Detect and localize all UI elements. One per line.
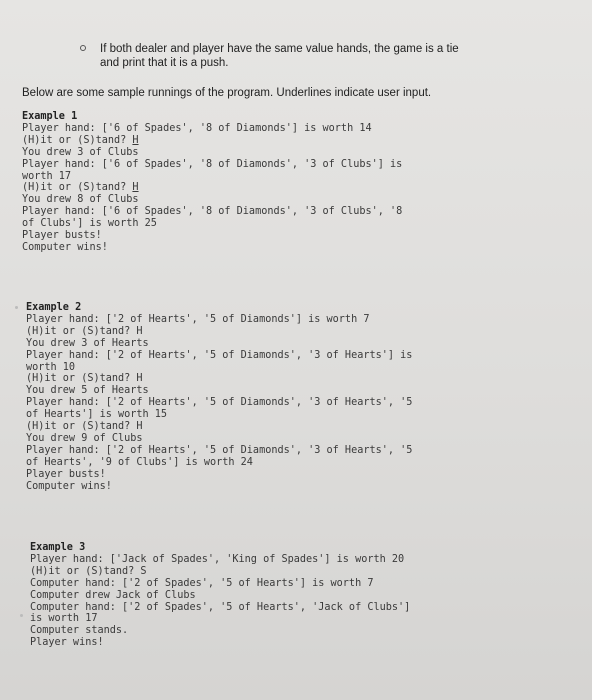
- example-title: Example 3: [30, 542, 86, 553]
- output-line: Computer wins!: [22, 241, 108, 253]
- output-line: (H)it or (S)tand? H: [26, 421, 143, 433]
- output-line: Player hand: ['6 of Spades', '8 of Diamonds', '3 of Clubs'] is: [22, 158, 403, 170]
- output-line: Player wins!: [30, 637, 104, 649]
- output-line: Player hand: ['2 of Hearts', '5 of Diamonds', '3 of Hearts', '5: [26, 444, 413, 456]
- example-3-block: [30, 542, 588, 649]
- bullet-item: [80, 42, 520, 70]
- example-2-block: [26, 302, 588, 493]
- output-line: Computer hand: ['2 of Spades', '5 of Hearts', 'Jack of Clubs']: [30, 601, 411, 613]
- user-input: H: [132, 182, 139, 194]
- user-input: H: [132, 134, 139, 146]
- output-line: Player hand: ['2 of Hearts', '5 of Diamonds'] is worth 7: [26, 313, 370, 325]
- output-line: Player hand: ['6 of Spades', '8 of Diamonds'] is worth 14: [22, 122, 372, 134]
- prompt-text: (H)it or (S)tand?: [22, 182, 133, 194]
- output-line: (H)it or (S)tand? H: [26, 373, 143, 385]
- output-line: Computer hand: ['2 of Spades', '5 of Hearts'] is worth 7: [30, 577, 374, 589]
- output-line: of Hearts'] is worth 15: [26, 409, 168, 421]
- output-line: Player hand: ['2 of Hearts', '5 of Diamonds', '3 of Hearts', '5: [26, 397, 413, 409]
- output-line: of Clubs'] is worth 25: [22, 218, 157, 230]
- margin-dot: [15, 306, 18, 309]
- bullet-circle-icon: [80, 45, 86, 51]
- output-line: Computer wins!: [26, 480, 112, 492]
- output-line: worth 10: [26, 361, 76, 373]
- intro-paragraph: Below are some sample runnings of the program. Underlines indicate user input.: [22, 87, 432, 99]
- output-line: (H)it or (S)tand? H: [26, 325, 143, 337]
- output-line: is worth 17: [30, 613, 98, 625]
- output-line: You drew 3 of Clubs: [22, 146, 139, 158]
- output-line: Computer drew Jack of Clubs: [30, 589, 196, 601]
- output-line: of Hearts', '9 of Clubs'] is worth 24: [26, 456, 253, 468]
- output-line: [22, 135, 588, 147]
- prompt-text: (H)it or (S)tand?: [22, 134, 133, 146]
- output-line: You drew 5 of Hearts: [26, 385, 149, 397]
- example-title: Example 2: [26, 302, 82, 313]
- output-line: You drew 8 of Clubs: [22, 194, 139, 206]
- output-line: You drew 3 of Hearts: [26, 337, 149, 349]
- margin-dot: [20, 614, 23, 617]
- output-line: (H)it or (S)tand? S: [30, 565, 147, 577]
- example-title: Example 1: [22, 111, 78, 122]
- output-line: Player busts!: [22, 230, 102, 242]
- output-line: worth 17: [22, 170, 72, 182]
- output-line: Player hand: ['2 of Hearts', '5 of Diamonds', '3 of Hearts'] is: [26, 349, 413, 361]
- output-line: You drew 9 of Clubs: [26, 432, 143, 444]
- output-line: Player hand: ['Jack of Spades', 'King of Spades'] is worth 20: [30, 553, 405, 565]
- bullet-text: If both dealer and player have the same value hands, the game is a tie and print that it is a push.: [100, 43, 459, 69]
- example-1-block: [22, 111, 588, 254]
- output-line: [22, 182, 588, 194]
- output-line: Computer stands.: [30, 625, 129, 637]
- output-line: Player hand: ['6 of Spades', '8 of Diamonds', '3 of Clubs', '8: [22, 206, 403, 218]
- output-line: Player busts!: [26, 468, 106, 480]
